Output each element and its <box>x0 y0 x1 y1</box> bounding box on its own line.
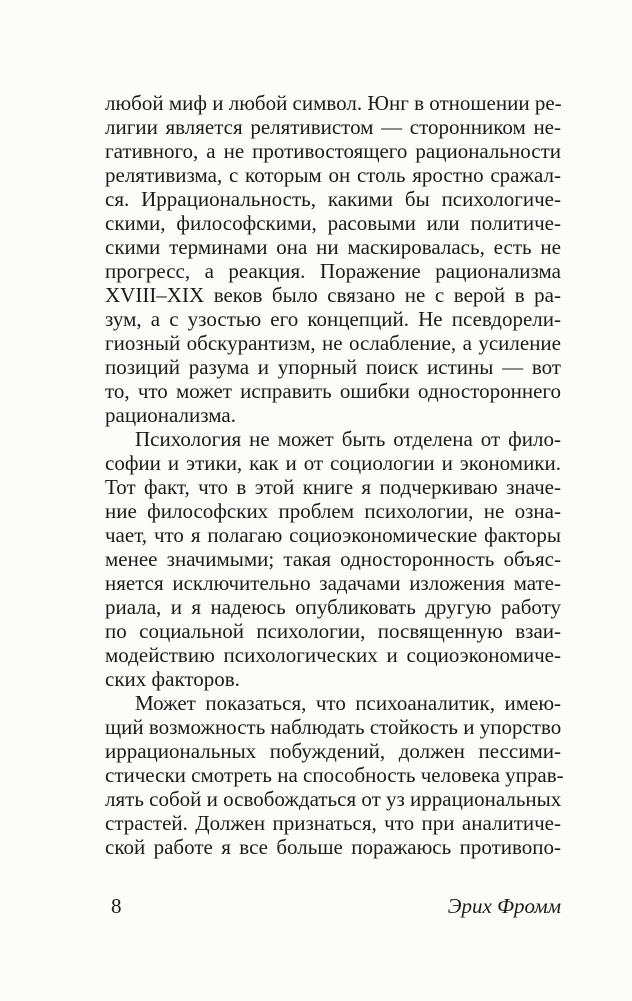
text-line: менее значимыми; такая односторонность объяс- <box>105 547 561 571</box>
text-line: гиозный обскурантизм, не ослабление, а усиление <box>105 331 561 355</box>
text-line: прогресс, а реакция. Поражение рационализма <box>105 259 561 283</box>
page-number: 8 <box>111 894 122 918</box>
text-line: няется исключительно задачами изложения мате- <box>105 571 561 595</box>
text-line: Психология не может быть отделена от фило- <box>135 427 561 451</box>
text-line: ских факторов. <box>105 667 240 691</box>
text-line: Может показаться, что психоаналитик, имею- <box>135 691 561 715</box>
page-text <box>105 91 564 859</box>
text-line: гативного, а не противостоящего рациональности <box>105 139 561 163</box>
text-line: позиций разума и упорный поиск истины — вот <box>105 355 561 379</box>
text-line: скими терминами она ни маскировалась, есть не <box>105 235 561 259</box>
text-line: иррациональных побуждений, должен пессими- <box>105 739 561 763</box>
text-line: модействию психологических и социоэкономиче- <box>105 643 561 667</box>
text-line: релятивизма, с которым он столь яростно сражал- <box>105 163 561 187</box>
text-line: то, что может исправить ошибки одностороннего <box>105 379 561 403</box>
text-line: лигии является релятивистом — сторонником не- <box>105 115 561 139</box>
text-line: любой миф и любой символ. Юнг в отношении ре- <box>105 91 562 115</box>
text-line: софии и этики, как и от социологии и экономики. <box>105 451 561 475</box>
text-line: Тот факт, что в этой книге я подчеркиваю значе- <box>105 475 561 499</box>
text-line: по социальной психологии, посвященную взаи- <box>105 619 561 643</box>
text-line: риала, и я надеюсь опубликовать другую работу <box>105 595 561 619</box>
text-line: ской работе я все больше поражаюсь противопо- <box>105 835 561 859</box>
text-line: рационализма. <box>105 403 236 427</box>
text-line: ние философских проблем психологии, не озна- <box>105 499 561 523</box>
running-footer-author: Эрих Фромм <box>447 894 561 918</box>
text-line: ся. Иррациональность, какими бы психологиче- <box>105 187 561 211</box>
text-line: XVIII–XIX веков было связано не с верой в ра- <box>105 283 561 307</box>
page-footer <box>105 893 561 919</box>
text-line: чает, что я полагаю социоэкономические факторы <box>105 523 561 547</box>
text-line: скими, философскими, расовыми или политиче- <box>105 211 561 235</box>
text-line: стически смотреть на способность человека управ- <box>105 763 564 787</box>
text-line: зум, а с узостью его концепций. Не псевдорели- <box>105 307 561 331</box>
text-line: страстей. Должен признаться, что при аналитиче- <box>105 811 561 835</box>
text-line: щий возможность наблюдать стойкость и упорство <box>105 715 562 739</box>
text-line: лять собой и освобождаться от уз иррациональных <box>105 787 562 811</box>
